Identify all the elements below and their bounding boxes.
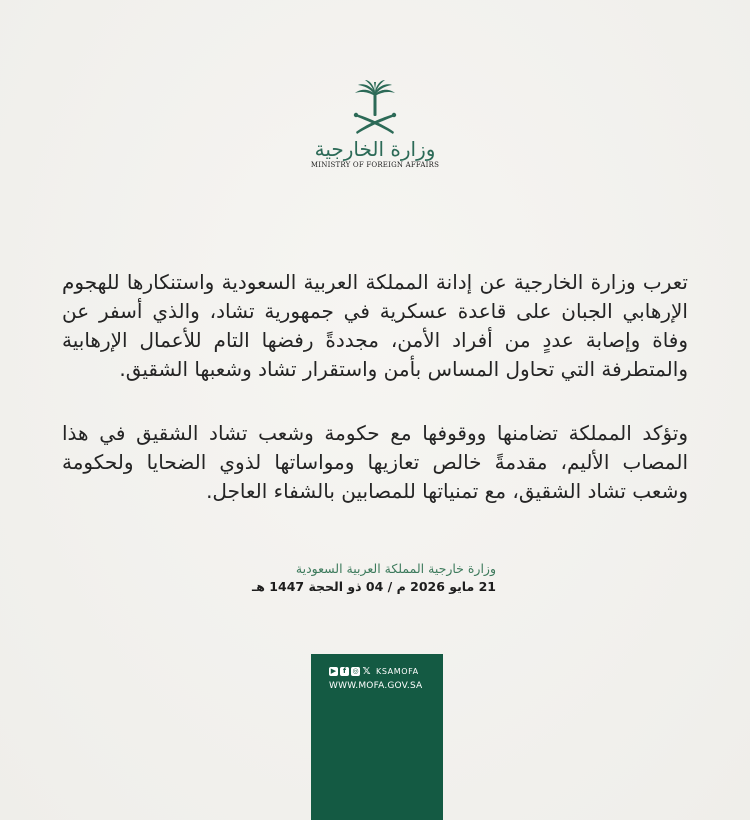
footer-contact-box [311, 654, 443, 820]
statement-paragraph-1: تعرب وزارة الخارجية عن إدانة المملكة العربية السعودية واستنكارها للهجوم الإرهابي الجبان على قاعدة عسكرية في جمهورية تشاد، والذي أسفر عن وفاة وإصابة عددٍ من أفراد الأمن، مجددةً رفضها التام للأعمال الإرهابية والمتطرفة التي تحاول المساس بأمن واستقرار تشاد وشعبها الشقيق. [62, 270, 688, 381]
ministry-name-arabic: وزارة الخارجية [314, 137, 436, 161]
signature-ministry: وزارة خارجية المملكة العربية السعودية [295, 561, 496, 576]
signature-block [250, 560, 496, 596]
social-handle[interactable]: KSAMOFA [376, 667, 419, 676]
website-link[interactable]: WWW.MOFA.GOV.SA [329, 681, 423, 691]
ministry-name-english: MINISTRY OF FOREIGN AFFAIRS [310, 161, 440, 169]
social-links [329, 667, 419, 676]
saudi-palm-swords-emblem-icon [350, 80, 400, 136]
facebook-icon[interactable]: f [340, 667, 349, 676]
ministry-logo [305, 80, 445, 190]
youtube-icon[interactable]: ▶ [330, 667, 337, 675]
statement-paragraph-2: وتؤكد المملكة تضامنها ووقوفها مع حكومة وشعب تشاد الشقيق في هذا المصاب الأليم، مقدمةً خالص تعازيها ومواساتها لذوي الضحايا ولحكومة وشعب تشاد الشقيق، مع تمنياتها للمصابين بالشفاء العاجل. [62, 421, 688, 503]
instagram-icon[interactable]: ◎ [352, 667, 359, 675]
signature-date: 21 مايو 2026 م / 04 ذو الحجة 1447 هـ [252, 579, 496, 594]
x-icon[interactable]: 𝕏 [362, 666, 371, 677]
